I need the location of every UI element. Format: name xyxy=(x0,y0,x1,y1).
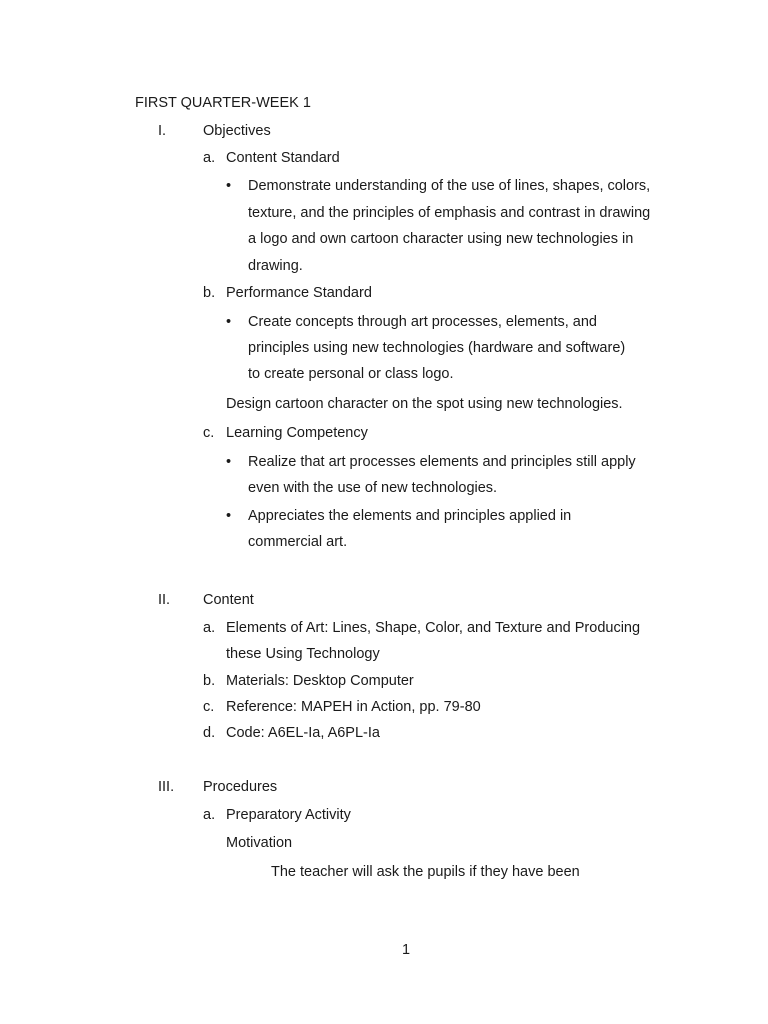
bullet-line: Realize that art processes elements and principles still apply xyxy=(248,454,636,470)
bullet-line: drawing. xyxy=(248,258,303,274)
bullet-line: Demonstrate understanding of the use of lines, shapes, colors, xyxy=(248,178,651,194)
item-title: Learning Competency xyxy=(226,425,368,441)
bullet-glyph: • xyxy=(226,454,232,470)
bullet-line: Create concepts through art processes, elements, and xyxy=(248,314,597,330)
bullet-line: texture, and the principles of emphasis and contrast in drawing xyxy=(248,205,651,221)
bullet-line: to create personal or class logo. xyxy=(248,366,454,382)
page-number: 1 xyxy=(402,942,411,958)
item-letter: a. xyxy=(203,620,216,636)
item-line: Preparatory Activity xyxy=(226,807,351,823)
bullet-glyph: • xyxy=(226,178,232,194)
item-letter: c. xyxy=(203,699,215,715)
section-numeral: I. xyxy=(158,123,167,139)
bullet-line: principles using new technologies (hardware and software) xyxy=(248,340,626,356)
bullet-line: Appreciates the elements and principles applied in xyxy=(248,508,572,524)
section-title: Procedures xyxy=(203,779,278,795)
section-title: Content xyxy=(203,592,254,608)
item-letter: a. xyxy=(203,807,216,823)
bullet-line: a logo and own cartoon character using new technologies in xyxy=(248,231,634,247)
page-heading: FIRST QUARTER-WEEK 1 xyxy=(135,95,311,111)
item-subheading: Motivation xyxy=(226,835,293,851)
section-numeral: II. xyxy=(158,592,171,608)
item-letter: b. xyxy=(203,673,216,689)
section-numeral: III. xyxy=(158,779,175,795)
item-line: Code: A6EL-Ia, A6PL-Ia xyxy=(226,725,380,741)
bullet-glyph: • xyxy=(226,314,232,330)
item-letter: c. xyxy=(203,425,215,441)
item-line: Materials: Desktop Computer xyxy=(226,673,414,689)
section-title: Objectives xyxy=(203,123,271,139)
item-title: Content Standard xyxy=(226,150,340,166)
item-note: Design cartoon character on the spot using new technologies. xyxy=(226,396,623,412)
bullet-line: even with the use of new technologies. xyxy=(248,480,498,496)
item-letter: b. xyxy=(203,285,216,301)
item-line: Elements of Art: Lines, Shape, Color, and Texture and Producing xyxy=(226,620,641,636)
bullet-line: commercial art. xyxy=(248,534,348,550)
bullet-glyph: • xyxy=(226,508,232,524)
item-line: these Using Technology xyxy=(226,646,380,662)
item-letter: d. xyxy=(203,725,216,741)
item-paragraph: The teacher will ask the pupils if they have been xyxy=(271,864,580,880)
item-title: Performance Standard xyxy=(226,285,372,301)
item-letter: a. xyxy=(203,150,216,166)
item-line: Reference: MAPEH in Action, pp. 79-80 xyxy=(226,699,481,715)
